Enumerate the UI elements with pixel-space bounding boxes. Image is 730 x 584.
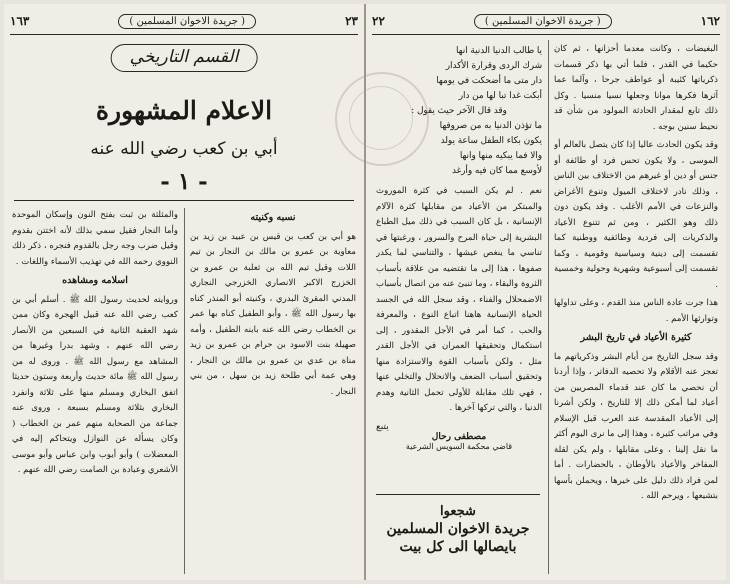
author-name: مصطفى رحال [431,432,487,442]
title-rule [14,200,354,201]
column-divider [548,40,549,574]
header-rule-right [372,34,720,35]
ad-rule [376,494,540,495]
section-title: القسم التاريخي [111,44,258,72]
right-page-header [372,10,720,32]
newspaper-name-left: ( جريدة الاخوان المسلمين ) [118,14,256,29]
article-paragraph: وروايته لحديث رسول الله ﷺ . أسلم أبي بن كعب رضي الله عنه قبيل الهجرة وكان ممن شهد العقبة الثانية في السبعين من الأنصار رضي الله عنهم ، وشهد بدرا وغيرها من المشاهد مع رسول الله ﷺ . وروى له من رسول الله ﷺ مائة حديث وأربعة وستون حديثا اتفق البخاري ومسلم منها على ثلاثة وانفرد البخاري بثلاثة ومسلم بسبعة ، وروى عنه جماعة من الصحابة منهم عمر بن الخطاب ( وكان يسأله عن النوازل ويتحاكم إليه في المعضلات ) وأبو أيوب وابن عباس وأبو موسى الأشعري وعبادة بن الصامت رضي الله عنهم . [12,294,178,475]
article-column-right [190,208,356,576]
page-number-left: ٢٣ [345,14,358,28]
poem-line: يكون بكاء الطفل ساعة يولد [440,136,542,146]
article-paragraph: نعم . لم يكن السبب في كثرة الموروث والمبتكر من الأعياد من مقابلها كثرة الآلام الإنسانية ، بل كان السبب في ذلك ميل الطباع البشرية إلى حياة المرح والسرور ، ورغبتها في تناسي ما ينغص عيشها ، والتناسي لما يكدر صفوها ، هذا إلى ما تقتضيه من علاقة بأسباب الثروة والبقاء ، وما تنبئ عنه من اتصال بأسباب الاضمحلال والفناء ، وقد سجل الله في الجسد الحياة الإنسانية هاهنا اتباع النوع ، والمعرفة والحب ، كما أمر في الأجل المقدور ، إلى استكمال وتحقيقها العمران في الأجل القدر مثل ، ولكن بأسباب القوة والاستزادة منها وتحقيق أسباب الضعف والانحلال والتخلي عنها ، فهي تلك مقابلة للأولى تحمل الثانية وهدم الدنيا ، والتي تركها آخرها . [376,186,542,413]
poem-line: لأوسع مما كان فيه وأرغد [451,166,542,176]
signature-block [376,422,542,451]
poem-line: شرك الردى وقرارة الأكدار [445,61,542,71]
page-number-ar-left: ١٦٣ [10,14,30,28]
page-number-right: ٢٢ [372,14,385,28]
poem-line: دار متى ما أضحكت في يومها [436,76,542,86]
poem-line: أبكت غدا تبا لها من دار [458,91,542,101]
article-paragraph: البغيضات ، وكانت معدما أحزانها ، ثم كان حكيما في القدر ، فلما أتي بها ذكر قسمات ذكرياتها كئيبة أو عواطف جرحا ، وآلما عما آثرها فكرها موانا وجعلها نسيا منسيا . وكل ذلك تابع لمقدار الحادثة المولود من شأن قد نحيط سنين بوجه . [554,44,718,132]
poem-line: يا طالب الدنيا الدنية انها [455,46,542,56]
article-paragraph: هو أبي بن كعب بن قيس بن عبيد بن زيد بن معاوية بن عمرو بن مالك بن النجار بن تيم اللات وقيل تيم الله بن ثعلبة بن عمرو بن الخزرج الاكبر الانصاري الخزرجي النجاري المدني المقرئ البدري ، وكنيته أبو المنذر كناه بها رسول الله ﷺ ، وأبو الطفيل كناه بها عمر بن الخطاب رضي الله عنه بابنه الطفيل ، وأمه صهيلة بنت الاسود بن حرام بن عمرو بن زيد مناة بن عدي بن عمرو بن مالك بن النجار ، وهي عمة أبي طلحة زيد بن سهل ، من بني النجار . [190,231,356,397]
ad-line: بايصالها الى كل بيت [399,539,517,555]
header-rule-left [10,34,358,35]
part-number: - ١ - [160,168,208,195]
left-page [4,4,364,580]
column-heading: كثيرة الأعياد في تاريخ البشر [580,332,692,343]
ad-line: شجعوا [440,504,476,519]
article-paragraph: هذا جرت عادة الناس منذ القدم ، وعلى تداولها وتوارثها الأمم . [554,298,718,324]
author-title: قاضي محكمة السويس الشرعية [405,442,513,451]
main-title: الاعلام المشهورة [95,96,273,125]
advertisement-box [374,504,542,574]
article-paragraph: وقد سجل التاريخ من أيام البشر وذكرياتهم ما تعجز عنه الأقلام ولا تحصيه الدفاتر ، وإذا أردنا أن نحصي ما كان عند قدماء المصريين من أعياد لما أمكن ذلك إلا للتاريخ ، ولكن أشرنا إلى الأعياد المقدسة عند العرب قبل الإسلام وفي مراتب كثيرة ، وهذا إلى ما نرى اليوم أكثر ما نقل إلينا ، وعلى مقابلها ، ولم يكن لقلة المفاخر والأعياد بالأوطان ، بالحضارات . أما لمن فراد ذلك دليل على خيرها ، ويحملن بأسها بتشيعها ، ويرحم الله . [554,351,718,501]
ad-line: جريدة الاخوان المسلمين [386,521,530,537]
essay-column-left [376,184,542,416]
column-divider [184,208,185,574]
poem-line: والا فما يبكيه منها وانها [459,151,542,161]
essay-column-right [554,42,718,576]
poem-line: ما تؤذن الدنيا به من صروفها [439,121,542,131]
column-heading: اسلامه ومشاهده [62,275,128,286]
page-number-ar-right: ١٦٢ [700,14,720,28]
column-heading: نسبه وكنيته [250,212,296,223]
poem-line: وقد قال الآخر حيث يقول : [411,106,507,116]
article-paragraph: وقد يكون الحادث عاليا إذا كان يتصل بالعالم أو الموسى ، ولا يكون تحس فرد أو طائفة أو جنس أو دين أو غيرهم من الاختلاف بين الناس ، وذلك نادر لاختلاف الميول وتنوع الأغراض والنزعات في الأمم الأغلب . وقد يكون دون ذلك وهو الكثير ، ومن ثم تتنوع الأعياد والذكريات إلى فردية وطائفية ووطنية كما تقسمت إلى دينية وسياسية وقومية ، وكما تقسمت إلى أسبوعية وشهرية وحولية وخمسية . [554,140,718,290]
sub-title: أبي بن كعب رضي الله عنه [90,139,278,159]
continued-label: يتبع [376,422,389,432]
article-paragraph: والمثلثة بن ثبت بفتح النون وإسكان الموحدة وأما النجار فقيل سمي بذلك لأنه اختتن بقدوم وقيل ضرب وجه رجل بالقدوم فنجره ، ذكر ذلك النووي رحمه الله في تهذيب الأسماء واللغات . [12,210,178,267]
library-stamp-icon [335,72,429,166]
newspaper-name-right: ( جريدة الاخوان المسلمين ) [474,14,612,29]
article-column-left [12,208,178,576]
left-page-header [10,10,358,32]
